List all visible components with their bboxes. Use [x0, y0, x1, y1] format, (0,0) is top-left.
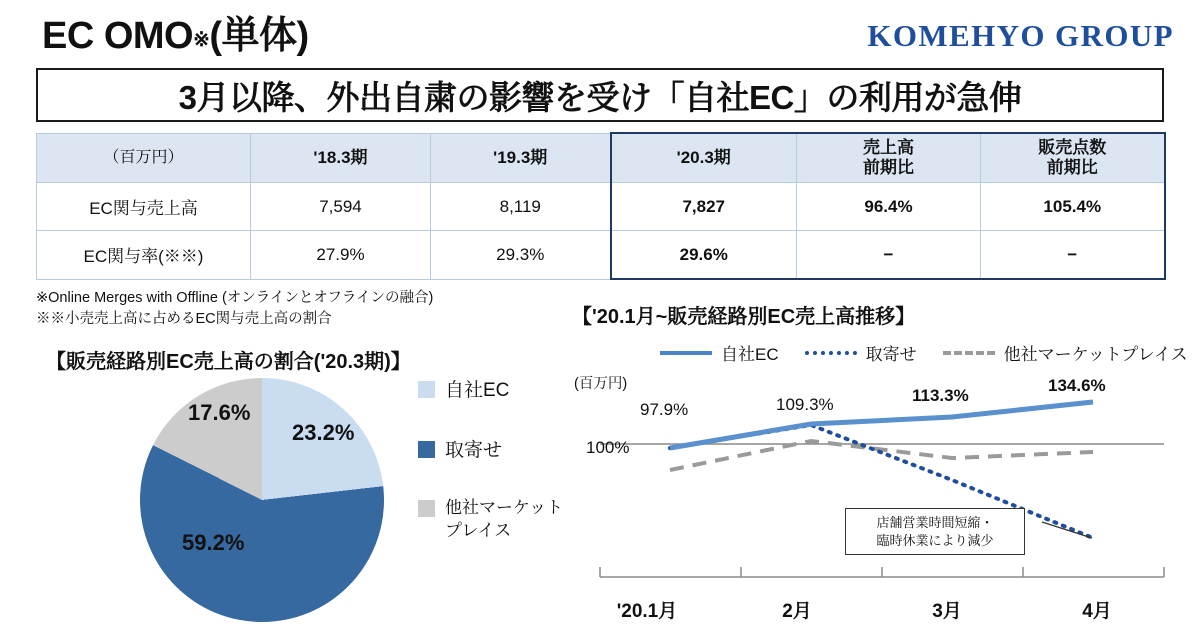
col-header-unit: （百万円）	[37, 133, 251, 183]
page-title-main: EC OMO	[42, 15, 194, 57]
cell-ec-ratio-fy20: 29.6%	[611, 231, 797, 280]
legend-item-jishaec	[418, 378, 588, 404]
pie-slice-label-marketplace: 17.6%	[188, 400, 251, 425]
pie-chart-heading: 【販売経路別EC売上高の割合('20.3期)】	[46, 351, 411, 373]
callout-box	[845, 508, 1025, 555]
legend-label-line-marketplace: 他社マーケットプレイス	[1003, 345, 1188, 364]
legend-label-marketplace-line1: 他社マーケット	[445, 498, 564, 518]
legend-line-icon-jishaec	[660, 351, 712, 355]
cell-ec-sales-fy20: 7,827	[611, 183, 797, 231]
footnote-ratio: ※※小売売上高に占めるEC関与売上高の割合	[36, 311, 332, 328]
x-label-feb: 2月	[782, 601, 812, 622]
legend-line-icon-marketplace	[943, 351, 995, 355]
callout-leader-line	[1042, 522, 1092, 538]
legend-label-toriyose: 取寄せ	[445, 439, 503, 461]
legend-swatch-icon-toriyose	[418, 441, 435, 458]
line-chart-x-axis-labels	[572, 596, 1172, 623]
col-header-units-yoy-line1: 販売点数	[1038, 138, 1107, 158]
headline-banner	[36, 68, 1164, 122]
line-chart-graphic	[572, 362, 1172, 592]
pie-slice-label-toriyose: 59.2%	[182, 530, 245, 555]
row-label-ec-ratio: EC関与率(※※)	[37, 231, 251, 280]
legend-item-toriyose	[418, 438, 588, 464]
legend-swatch-icon-marketplace	[418, 500, 435, 517]
line-value-apr: 134.6%	[1048, 376, 1106, 395]
legend-swatch-icon-jishaec	[418, 381, 435, 398]
line-value-feb: 109.3%	[776, 395, 834, 414]
col-header-fy18: '18.3期	[251, 133, 431, 183]
pie-chart-graphic	[140, 378, 384, 622]
page-title-note-mark: ※	[193, 29, 210, 51]
brand-logo: KOMEHYO GROUP	[867, 18, 1174, 53]
cell-ec-ratio-fy19: 29.3%	[431, 231, 611, 280]
x-label-apr: 4月	[1082, 601, 1112, 622]
x-label-jan: '20.1月	[616, 601, 678, 622]
page-title	[42, 4, 309, 59]
pie-slice-label-jishaec: 23.2%	[292, 420, 355, 445]
col-header-fy20: '20.3期	[611, 133, 797, 183]
legend-label-line-jishaec: 自社EC	[721, 345, 779, 364]
table-row	[37, 183, 1165, 231]
table-row	[37, 231, 1165, 280]
callout-line2: 臨時休業により減少	[876, 532, 994, 548]
callout-line1: 店舗営業時間短縮・	[876, 515, 994, 530]
cell-ec-units-yoy: 105.4%	[981, 183, 1165, 231]
cell-ec-ratio-units-yoy: −	[981, 231, 1165, 280]
legend-label-marketplace-wrap	[445, 497, 563, 543]
cell-ec-sales-fy18: 7,594	[251, 183, 431, 231]
col-header-units-yoy	[981, 133, 1165, 183]
cell-ec-ratio-sales-yoy: −	[797, 231, 981, 280]
pie-chart-legend	[418, 378, 588, 577]
col-header-units-yoy-line2: 前期比	[1046, 158, 1098, 177]
series-line-marketplace	[670, 441, 1093, 470]
footnote-omo: ※Online Merges with Offline (オンラインとオフラインの融合)	[36, 290, 434, 306]
page-header	[0, 0, 1200, 62]
series-line-jishaec	[670, 402, 1093, 448]
col-header-sales-yoy	[797, 133, 981, 183]
line-chart-unit-label: (百万円)	[574, 376, 628, 392]
legend-item-marketplace	[418, 497, 588, 543]
col-header-fy19: '19.3期	[431, 133, 611, 183]
baseline-100-label: 100%	[586, 438, 630, 457]
col-header-sales-yoy-line2: 前期比	[863, 158, 914, 177]
x-label-mar: 3月	[932, 601, 962, 622]
line-value-jan: 97.9%	[640, 400, 689, 419]
legend-label-marketplace-line2: プレイス	[445, 521, 512, 541]
ec-summary-table	[36, 132, 1166, 280]
cell-ec-sales-yoy: 96.4%	[797, 183, 981, 231]
line-chart-heading: 【'20.1月~販売経路別EC売上高推移】	[572, 306, 916, 328]
cell-ec-ratio-fy18: 27.9%	[251, 231, 431, 280]
page-title-tail: (単体)	[209, 15, 309, 57]
legend-label-jishaec: 自社EC	[445, 380, 510, 401]
cell-ec-sales-fy19: 8,119	[431, 183, 611, 231]
pie-chart	[140, 378, 384, 622]
legend-line-icon-toriyose	[805, 351, 857, 355]
legend-label-line-toriyose: 取寄せ	[865, 345, 917, 364]
footnotes	[36, 288, 433, 330]
headline-text: 3月以降、外出自粛の影響を受け「自社EC」の利用が急伸	[178, 78, 1022, 116]
line-value-mar: 113.3%	[912, 386, 969, 405]
table-header-row	[37, 133, 1165, 183]
col-header-sales-yoy-line1: 売上高	[863, 138, 914, 158]
row-label-ec-sales: EC関与売上高	[37, 183, 251, 231]
